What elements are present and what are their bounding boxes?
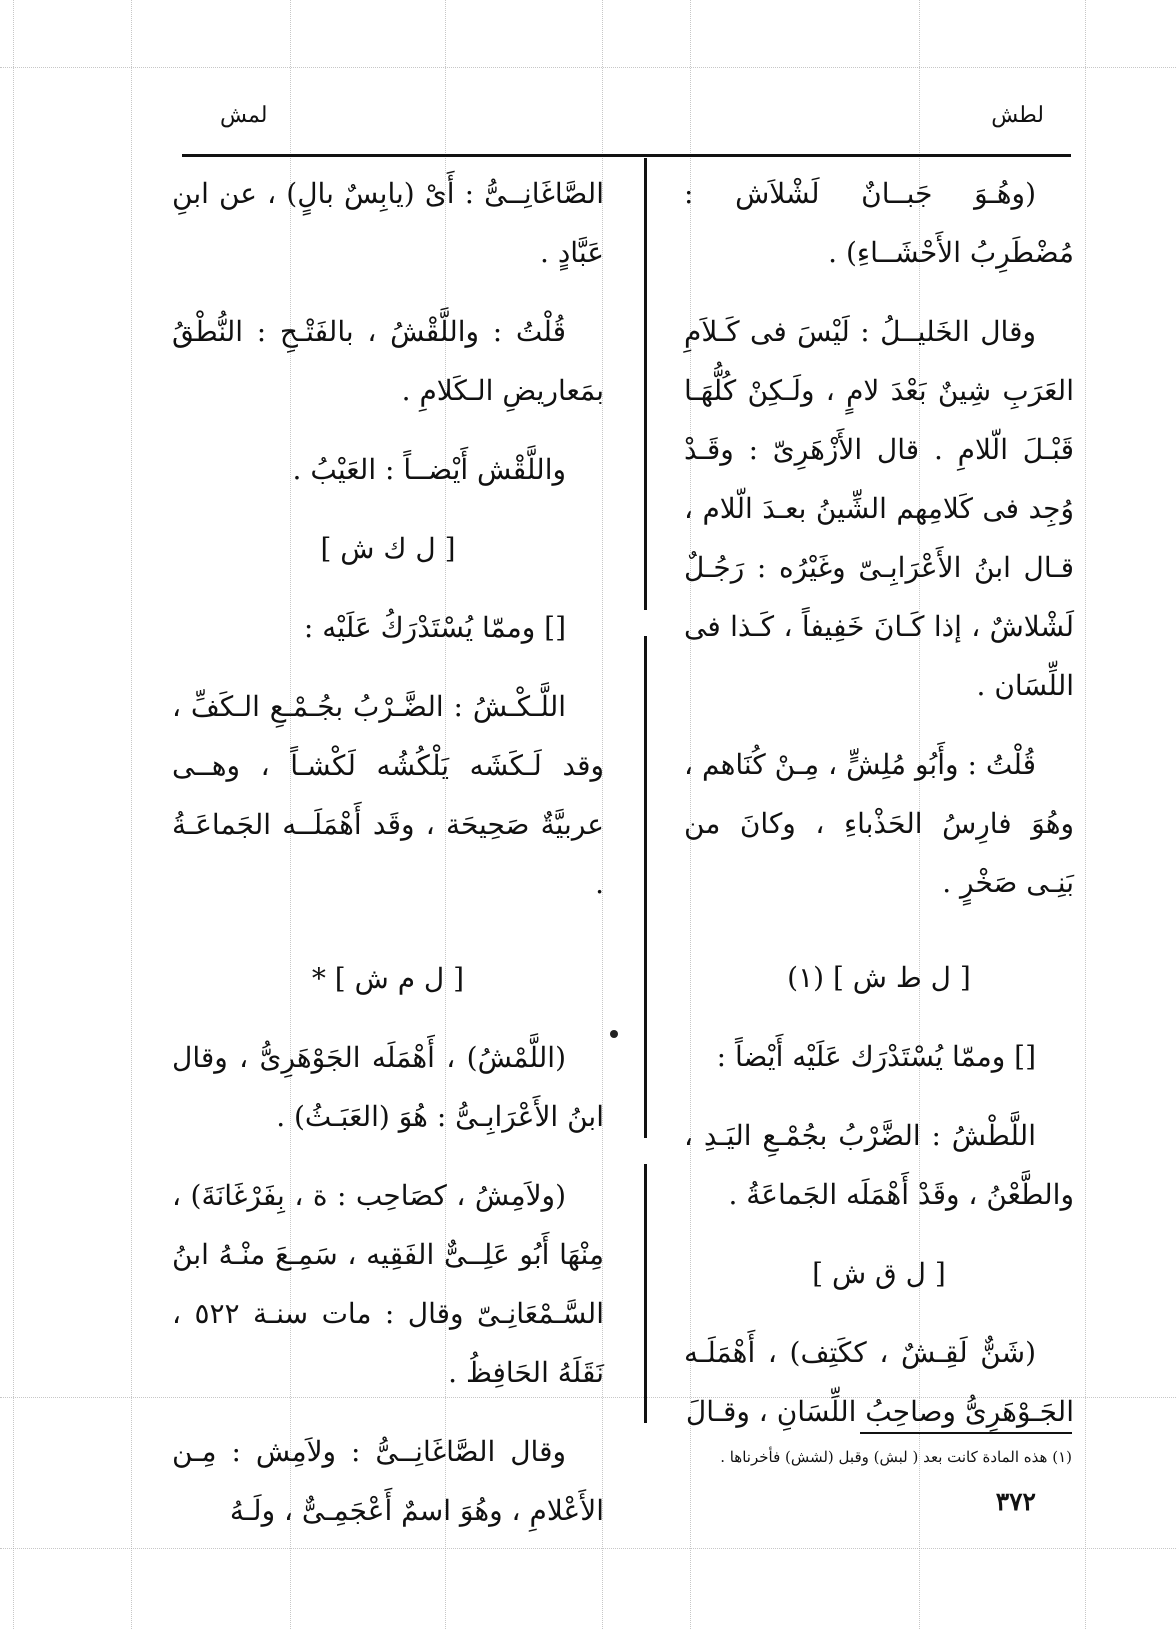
column-divider bbox=[644, 158, 647, 1423]
paragraph: واللَّقْش أَيْضــاً : العَيْبُ . bbox=[292, 453, 566, 486]
paragraph: الصَّاغَانِــىُّ : أَىْ (يابِسٌ بالٍ) ، عن ابنِ عَبَّادٍ . bbox=[172, 177, 604, 269]
running-head-right: لطش bbox=[991, 103, 1044, 128]
divider-gap bbox=[644, 610, 647, 636]
left-column bbox=[172, 164, 604, 1540]
paragraph: [] وممّا يُسْتَدْرَكُ عَلَيْه : bbox=[303, 611, 566, 644]
entry-heading-lmsh: [ ل م ش ] * bbox=[311, 962, 465, 995]
paragraph: اللَّـكْـشُ : الضَّـرْبُ بجُـمْـعِ الـكَفِّ ، وقد لَـكَشَه يَلْكُشُه لَكْشـاً ، وهــى عربيَّةٌ صَحِيحَة ، وقَد أَهْمَلَــه الجَماعَـةُ . bbox=[172, 690, 604, 900]
header-rule bbox=[182, 154, 1071, 157]
paragraph: (شَنٌّ لَقِـشٌ ، ككَتِف) ، أَهْمَلَـه الجَـوْهَرِىُّ وصاحِبُ اللِّسَانِ ، وقـالَ bbox=[684, 1336, 1074, 1428]
right-column bbox=[684, 164, 1074, 1441]
entry-heading-lqsh: [ ل ق ش ] bbox=[812, 1257, 946, 1290]
page-number: ٣٧٢ bbox=[995, 1487, 1036, 1516]
guide-line bbox=[0, 67, 1176, 68]
paragraph: وقال الصَّاغَانِــىُّ : ولاَمِش : مِـن الأَعْلامِ ، وهُوَ اسمٌ أَعْجَمِـىٌّ ، ولَـهُ bbox=[172, 1435, 604, 1527]
divider-gap bbox=[644, 1138, 647, 1164]
entry-heading-ltsh: [ ل ط ش ] (١) bbox=[787, 961, 971, 994]
footnote: (١) هذه المادة كانت بعد ( لبش) وقبل (لشش) فأخرناها . bbox=[720, 1448, 1072, 1466]
paragraph: قُلْتُ : واللَّقْشُ ، بالفَتْـحِ : النُّطْقُ بمَعاريضِ الـكَلامِ . bbox=[172, 315, 604, 407]
running-head-left: لمش bbox=[220, 103, 268, 128]
paragraph: اللَّطْشُ : الضَّرْبُ بجُمْـعِ اليَـدِ ، والطَّعْنُ ، وقَدْ أَهْمَلَه الجَماعَةُ . bbox=[684, 1119, 1074, 1211]
paragraph: قُلْتُ : وأَبُو مُلِشٍّ ، مِـنْ كُنَاهم ، وهُوَ فارِسُ الحَذْباءِ ، وكانَ من بَنِـى صَخْرٍ . bbox=[684, 748, 1074, 899]
paragraph: [] وممّا يُسْتَدْرَك عَلَيْه أَيْضاً : bbox=[716, 1040, 1036, 1073]
paragraph: (ولاَمِشُ ، كصَاحِب : ة ، بِفَرْغَانَةَ) ، مِنْهَا أَبُو عَلِــىٌّ الفَقِيه ، سَمِـعَ منْـهُ ابنُ السَّـمْعَانِـىّ وقال : مات سنـة ٥٢٢ ، نَقَلَهُ الحَافِظُ . bbox=[172, 1179, 604, 1389]
guide-line bbox=[1085, 0, 1086, 1629]
guide-line bbox=[13, 0, 14, 1629]
scan-speck bbox=[610, 1030, 618, 1038]
footnote-rule bbox=[860, 1432, 1072, 1434]
guide-line bbox=[131, 0, 132, 1629]
paragraph: وقال الخَليــلُ : لَيْسَ فى كَـلاَمِ العَرَبِ شِينٌ بَعْدَ لامٍ ، ولَـكِنْ كُلُّهَـا قَبْـلَ الّلامِ . قال الأَزْهَرِىّ : وقَـدْ وُجِد فى كَلامِهم الشِّينُ بعـدَ الّلام ، قـال ابنُ الأَعْرَابِـىّ وغَيْرُه : رَجُـلٌ لَشْلاشٌ ، إذا كَـانَ خَفِيفاً ، كَـذا فى اللِّسَان . bbox=[684, 315, 1074, 702]
paragraph: (وهُـوَ جَبــانٌ لَشْلاَش : مُضْطَرِبُ الأَحْشَــاءِ) . bbox=[684, 177, 1074, 269]
entry-heading-lksh: [ ل ك ش ] bbox=[320, 532, 456, 565]
paragraph: (اللَّمْشُ) ، أَهْمَلَه الجَوْهَرِىُّ ، وقال ابنُ الأَعْرَابِـىُّ : هُوَ (العَبَـثُ) . bbox=[172, 1041, 604, 1133]
guide-line bbox=[0, 1548, 1176, 1549]
